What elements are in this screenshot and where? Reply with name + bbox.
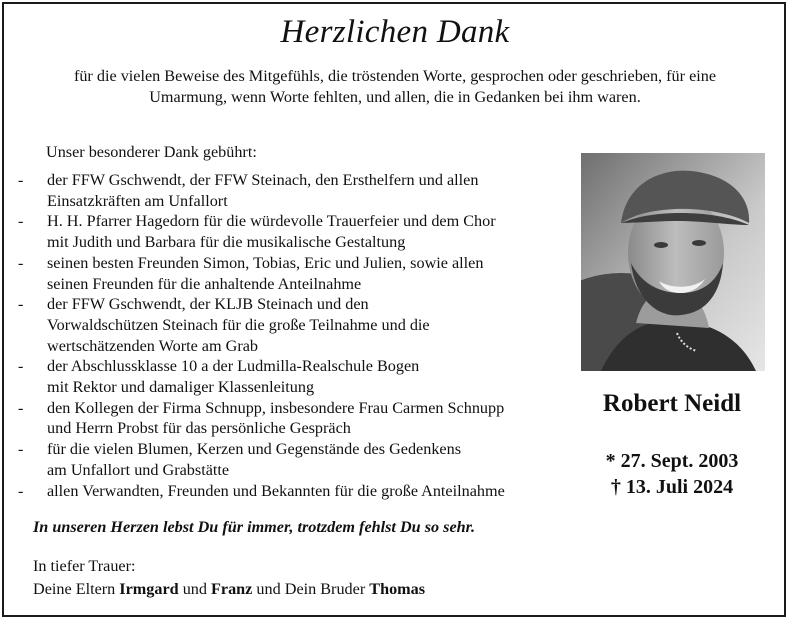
deceased-name: Robert Neidl (602, 390, 742, 417)
mourners-conjunction: und (178, 580, 212, 598)
portrait-photo (581, 153, 765, 371)
death-date: † 13. Juli 2024 (610, 476, 734, 498)
thanks-list (18, 170, 578, 501)
thanks-item (18, 398, 578, 439)
thanks-item-line: der FFW Gschwendt, der KLJB Steinach und den (47, 295, 369, 314)
birth-date: * 27. Sept. 2003 (605, 450, 739, 472)
thanks-item (18, 481, 578, 502)
thanks-item (18, 439, 578, 480)
thanks-item-line: den Kollegen der Firma Schnupp, insbesondere Frau Carmen Schnupp (47, 398, 505, 417)
thanks-item (18, 170, 578, 211)
life-dates (582, 448, 762, 500)
mourners-prefix: Deine Eltern (33, 580, 120, 598)
thanks-item-line: am Unfallort und Grabstätte (47, 460, 230, 479)
thanks-item (18, 294, 578, 356)
thanks-item-line: seinen Freunden für die anhaltende Anteilnahme (47, 274, 362, 293)
thanks-item-line: mit Judith und Barbara für die musikalische Gestaltung (47, 233, 406, 252)
bullet-dash: - (18, 253, 24, 272)
portrait-illustration (581, 153, 765, 371)
notice-title: Herzlichen Dank (280, 14, 510, 50)
mourners-brother-text: und Dein Bruder (252, 580, 370, 598)
bullet-dash: - (18, 481, 24, 500)
thanks-item (18, 211, 578, 252)
thanks-item-line: mit Rektor und damaliger Klassenleitung (47, 378, 315, 397)
bullet-dash: - (18, 212, 24, 231)
thanks-lead: Unser besonderer Dank gebührt: (46, 143, 257, 161)
mourner-name: Irmgard (119, 580, 179, 598)
intro-text (20, 66, 770, 108)
thanks-item-line: der Abschlussklasse 10 a der Ludmilla-Realschule Bogen (47, 357, 420, 376)
bullet-dash: - (18, 398, 24, 417)
thanks-item-line: allen Verwandten, Freunden und Bekannten für die große Anteilnahme (47, 481, 505, 500)
thanks-item-line: Vorwaldschützen Steinach für die große Teilnahme und die (47, 315, 430, 334)
mourner-name: Franz (211, 580, 253, 598)
thanks-item-line: seinen besten Freunden Simon, Tobias, Eric und Julien, sowie allen (47, 253, 484, 272)
mourners-line (33, 580, 425, 599)
thanks-item-line: Einsatzkräften am Unfallort (47, 191, 228, 210)
intro-line-1: für die vielen Beweise des Mitgefühls, die tröstenden Worte, gesprochen oder geschrieben, für eine (73, 67, 717, 85)
memorial-motto: In unseren Herzen lebst Du für immer, trotzdem fehlst Du so sehr. (33, 518, 476, 536)
thanks-item (18, 253, 578, 294)
thanks-item-line: H. H. Pfarrer Hagedorn für die würdevolle Trauerfeier und dem Chor (47, 212, 496, 231)
bullet-dash: - (18, 295, 24, 314)
thanks-item-line: der FFW Gschwendt, der FFW Steinach, den Ersthelfern und allen (47, 171, 479, 189)
thanks-item-line: für die vielen Blumen, Kerzen und Gegenstände des Gedenkens (47, 440, 461, 459)
thanks-item-line: und Herrn Probst für das persönliche Gespräch (47, 419, 351, 438)
intro-line-2: Umarmung, wenn Worte fehlten, und allen, die in Gedanken bei ihm waren. (149, 88, 641, 106)
bullet-dash: - (18, 357, 24, 376)
thanks-item-line: wertschätzenden Worte am Grab (47, 336, 258, 355)
thanks-item (18, 356, 578, 397)
mourner-name: Thomas (369, 580, 426, 598)
mourning-line: In tiefer Trauer: (33, 557, 136, 575)
bullet-dash: - (18, 171, 24, 189)
bullet-dash: - (18, 440, 24, 459)
